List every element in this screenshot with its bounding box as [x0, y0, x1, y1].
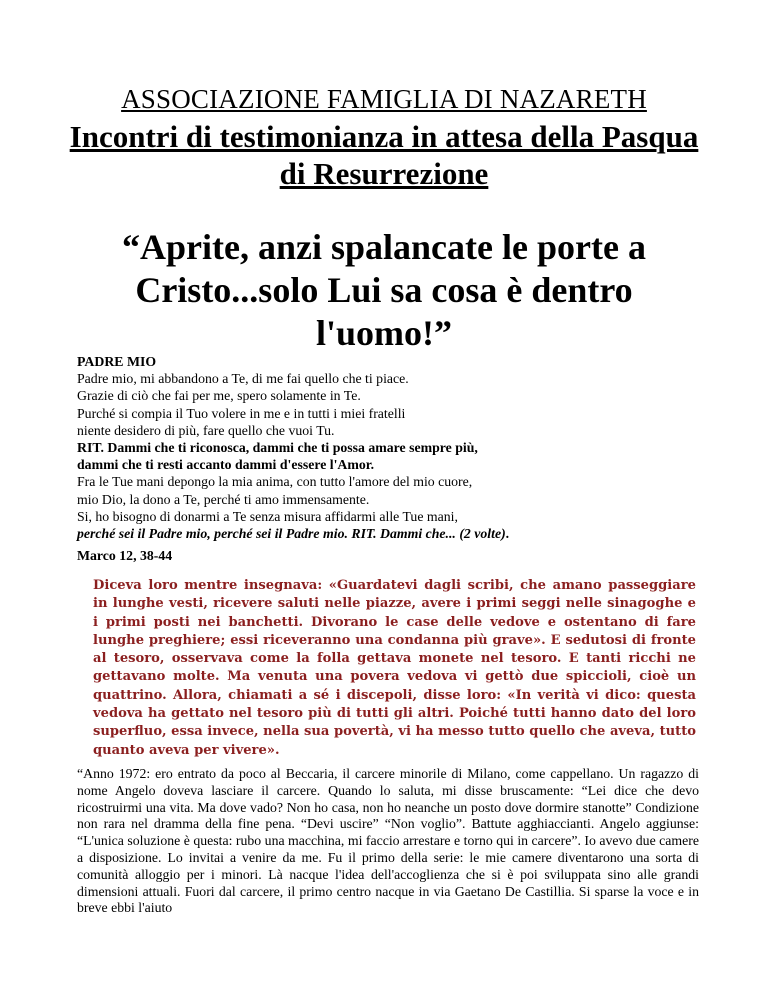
hymn-line: Fra le Tue mani depongo la mia anima, con tutto l'amore del mio cuore, [77, 474, 473, 490]
hymn-line: niente desidero di più, fare quello che vuoi Tu. [77, 422, 335, 438]
gospel-reference: Marco 12, 38-44 [77, 548, 173, 563]
hymn-line: mio Dio, la dono a Te, perché ti amo immensamente. [77, 491, 370, 507]
hymn-line: Padre mio, mi abbandono a Te, di me fai quello che ti piace. [77, 371, 409, 387]
hymn-line: Grazie di ciò che fai per me, spero solamente in Te. [77, 388, 361, 404]
hymn-closing-line [77, 525, 717, 542]
testimony-paragraph: “Anno 1972: ero entrato da poco al Beccaria, il carcere minorile di Milano, come cappellano. Un ragazzo di nome Angelo doveva lasciare il carcere. Quando lo saluta, mi disse bruscamente: “Lei dice che devo ricostruirmi una vita. Ma dove vado? Non ho casa, non ho neanche un posto dove dormire stanotte” Condizione non rara nel dramma della fine pena. “Devi uscire” “Non voglio”. Battute agghiaccianti. Angelo aggiunse: “L'unica soluzione è questa: rubo una macchina, mi faccio arrestare e torno qui in carcere”. Io avevo due camere a disposizione. Lo invitai a venire da me. Fu il primo della serie: le mie camere diventarono una sorta di comunità alloggio per i minori. Là nacque l'idea dell'accoglienza che si è poi sviluppata sino alle grandi dimensioni attuali. Fuori dal carcere, il primo centro nacque in via Gaetano De Castillia. Si sparse la voce e in breve ebbi l'aiuto [77, 766, 699, 916]
hymn-closing-text: perché sei il Padre mio, perché sei il Padre mio. RIT. Dammi che... (2 volte) [77, 526, 506, 542]
hymn-refrain-line: dammi che ti resti accanto dammi d'essere l'Amor. [77, 457, 375, 473]
hymn-title: PADRE MIO [77, 354, 157, 369]
page-title: Incontri di testimonianza in attesa della Pasqua di Resurrezione [69, 119, 699, 191]
hymn-refrain-line: RIT. Dammi che ti riconosca, dammi che ti possa amare sempre più, [77, 440, 478, 456]
hymn-line: Si, ho bisogno di donarmi a Te senza misura affidarmi alle Tue mani, [77, 508, 458, 524]
organization-name: ASSOCIAZIONE FAMIGLIA DI NAZARETH [121, 84, 647, 114]
gospel-passage: Diceva loro mentre insegnava: «Guardatevi dagli scribi, che amano passeggiare in lunghe vesti, ricevere saluti nelle piazze, avere i primi seggi nelle sinagoghe e i primi posti nei banchetti. Divorano le case delle vedove e ostentano di fare lunghe preghiere; essi riceveranno una condanna più grave». E sedutosi di fronte al tesoro, osservava come la folla gettava monete nel tesoro. E tanti ricchi ne gettavano molte. Ma venuta una povera vedova vi gettò due spiccioli, cioè un quattrino. Allora, chiamati a sé i discepoli, disse loro: «In verità vi dico: questa vedova ha gettato nel tesoro più di tutti gli altri. Poiché tutti hanno dato del loro superfluo, essa invece, nella sua povertà, vi ha messo tutto quello che aveva, tutto quanto aveva per vivere». [93, 578, 696, 758]
hymn-line: Purché si compia il Tuo volere in me e in tutti i miei fratelli [77, 405, 406, 421]
main-quote: “Aprite, anzi spalancate le porte a Cristo...solo Lui sa cosa è dentro l'uomo!” [122, 227, 646, 353]
hymn-section [77, 353, 717, 542]
hymn-closing-period: . [505, 526, 510, 542]
